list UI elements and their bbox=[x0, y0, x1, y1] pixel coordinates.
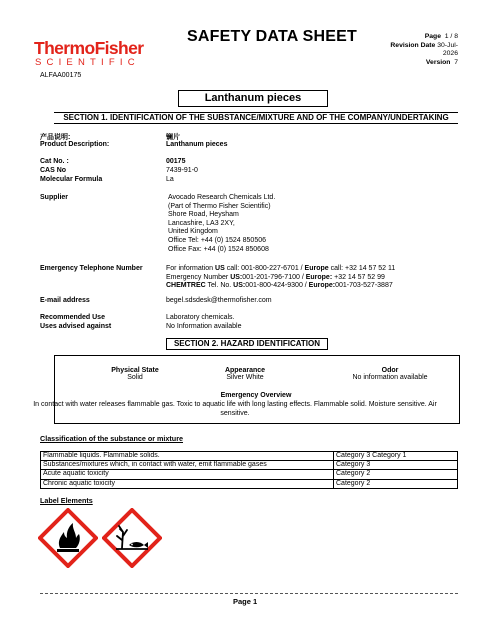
uses-advised-against-value: No Information available bbox=[166, 323, 242, 330]
molecular-formula-label: Molecular Formula bbox=[40, 176, 103, 183]
classification-heading: Classification of the substance or mixture bbox=[40, 434, 183, 443]
emergency-region: CHEMTREC bbox=[166, 282, 206, 290]
emergency-text: Tel. No. bbox=[205, 282, 234, 290]
recommended-use-label: Recommended Use bbox=[40, 314, 105, 321]
table-row bbox=[41, 452, 458, 461]
emergency-overview-text bbox=[0, 401, 470, 418]
appearance-value: Silver White bbox=[226, 374, 264, 381]
document-meta bbox=[378, 33, 458, 67]
emergency-text: For information bbox=[166, 265, 216, 272]
document-id: ALFAA00175 bbox=[40, 72, 82, 79]
supplier-line: Shore Road, Heysham bbox=[168, 211, 239, 219]
environment-icon bbox=[102, 508, 162, 568]
hazard-cell: Acute aquatic toxicity bbox=[41, 470, 334, 479]
emergency-overview-heading bbox=[54, 392, 458, 399]
category-cell: Category 3 bbox=[334, 461, 458, 470]
cn-product-label: 产品说明: bbox=[40, 134, 71, 141]
footer-divider bbox=[40, 593, 458, 594]
product-title: Lanthanum pieces bbox=[178, 90, 328, 107]
table-row bbox=[41, 461, 458, 470]
hazard-cell: Flammable liquids. Flammable solids. bbox=[41, 452, 334, 461]
appearance-label: Appearance bbox=[224, 367, 266, 374]
version-value: 7 bbox=[454, 58, 458, 66]
email-label: E-mail address bbox=[40, 297, 90, 304]
cas-no-value: 7439-91-0 bbox=[166, 167, 198, 174]
recommended-use-value: Laboratory chemicals. bbox=[166, 314, 235, 321]
odor-label: Odor bbox=[381, 367, 399, 374]
hazard-cell: Substances/mixtures which, in contact with water, emit flammable gases bbox=[41, 461, 334, 470]
emergency-text: 001-800-424-9300 / bbox=[245, 282, 309, 290]
table-row bbox=[41, 470, 458, 479]
version-label: Version bbox=[425, 58, 451, 66]
table-row bbox=[41, 479, 458, 488]
emergency-region: US: bbox=[230, 273, 243, 281]
uses-advised-against-label: Uses advised against bbox=[40, 323, 112, 330]
emergency-region: Europe: bbox=[305, 273, 333, 281]
physical-state-label: Physical State bbox=[111, 367, 159, 374]
supplier-line: Office Fax: +44 (0) 1524 850608 bbox=[168, 245, 269, 253]
cat-no-value: 00175 bbox=[166, 158, 186, 165]
emergency-region: Europe bbox=[304, 265, 329, 272]
page-value: 1 / 8 bbox=[444, 33, 458, 40]
emergency-text: call: +32 14 57 52 11 bbox=[328, 265, 396, 272]
emergency-phone-numbers bbox=[166, 265, 395, 291]
appearance bbox=[190, 367, 300, 381]
hazard-cell: Chronic aquatic toxicity bbox=[41, 479, 334, 488]
product-description-label: Product Description: bbox=[40, 141, 110, 148]
emergency-region: Europe: bbox=[308, 282, 336, 290]
page-label: Page bbox=[424, 33, 441, 40]
emergency-text: Emergency Number bbox=[166, 273, 231, 281]
section2-title: SECTION 2. HAZARD IDENTIFICATION bbox=[166, 338, 328, 350]
emergency-text: 001-703-527-3887 bbox=[335, 282, 393, 290]
email-value[interactable]: begel.sdsdesk@thermofisher.com bbox=[166, 297, 272, 304]
emergency-text: 001-201-796-7100 / bbox=[242, 273, 306, 281]
category-cell: Category 2 bbox=[334, 470, 458, 479]
emergency-text: +32 14 57 52 99 bbox=[332, 273, 385, 281]
document-title: SAFETY DATA SHEET bbox=[187, 28, 357, 45]
emergency-overview-label: Emergency Overview bbox=[220, 392, 292, 399]
emergency-phone-label: Emergency Telephone Number bbox=[40, 265, 143, 272]
supplier-address bbox=[168, 194, 275, 254]
flame-icon bbox=[38, 508, 98, 568]
label-elements-heading: Label Elements bbox=[40, 496, 93, 505]
cn-product-value: 镧片 bbox=[166, 134, 180, 141]
emergency-region: US bbox=[215, 265, 225, 272]
emergency-overview-line: In contact with water releases flammable gas. Toxic to aquatic life with long lasting effects. Flammable solid. Moisture sensitive. Air bbox=[33, 401, 437, 408]
brand-logo-subtitle: SCIENTIFIC bbox=[35, 57, 140, 68]
odor bbox=[320, 367, 460, 381]
physical-state-value: Solid bbox=[127, 374, 143, 381]
supplier-line: Office Tel: +44 (0) 1524 850506 bbox=[168, 236, 267, 244]
supplier-line: United Kingdom bbox=[168, 228, 218, 236]
section1-title: SECTION 1. IDENTIFICATION OF THE SUBSTANCE/MIXTURE AND OF THE COMPANY/UNDERTAKING bbox=[54, 112, 458, 124]
supplier-line: Lancashire, LA3 2XY, bbox=[168, 219, 235, 227]
footer-page-number: Page 1 bbox=[233, 597, 258, 606]
molecular-formula-value: La bbox=[166, 176, 174, 183]
emergency-region: US: bbox=[233, 282, 246, 290]
category-cell: Category 3 Category 1 bbox=[334, 452, 458, 461]
revision-value: 30-Jul-2026 bbox=[437, 41, 458, 58]
supplier-label: Supplier bbox=[40, 194, 69, 201]
product-description-value: Lanthanum pieces bbox=[166, 141, 228, 148]
supplier-line: Avocado Research Chemicals Ltd. bbox=[168, 194, 276, 201]
category-cell: Category 2 bbox=[334, 479, 458, 488]
odor-value: No information available bbox=[352, 374, 428, 381]
emergency-overview-line: sensitive. bbox=[220, 409, 250, 417]
cas-no-label: CAS No bbox=[40, 167, 67, 174]
supplier-line: (Part of Thermo Fisher Scientific) bbox=[168, 202, 271, 210]
physical-state bbox=[80, 367, 190, 381]
cat-no-label: Cat No. : bbox=[40, 158, 69, 165]
revision-label: Revision Date bbox=[390, 41, 436, 49]
classification-table bbox=[40, 451, 458, 489]
emergency-text: call: 001-800-227-6701 / bbox=[224, 265, 305, 272]
brand-logo-name: ThermoFisher bbox=[34, 38, 144, 58]
